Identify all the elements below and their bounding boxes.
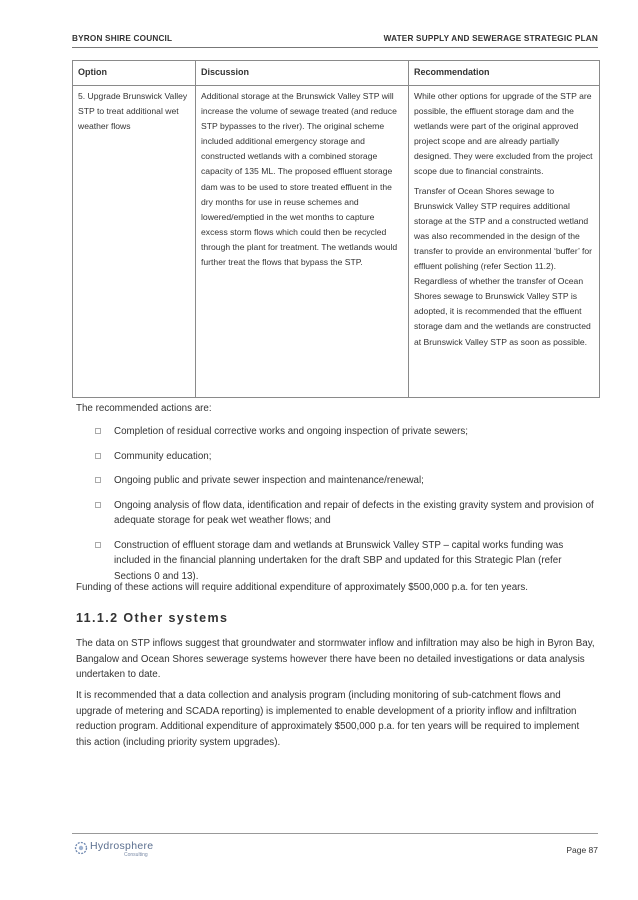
bullet-icon (95, 542, 101, 548)
option-cell: 5. Upgrade Brunswick Valley STP to treat additional wet weather flows (73, 86, 196, 398)
list-item (76, 473, 596, 489)
section-paragraph-1 (76, 636, 596, 683)
header-organization: BYRON SHIRE COUNCIL (72, 34, 173, 43)
list-item (76, 449, 596, 465)
footer-divider (72, 833, 598, 834)
list-item-text: Completion of residual corrective works and ongoing inspection of private sewers; (114, 426, 468, 437)
funding-text: Funding of these actions will require additional expenditure of approximately $500,000 p.a. for ten years. (76, 582, 529, 593)
section-paragraph-2 (76, 688, 596, 750)
discussion-cell: Additional storage at the Brunswick Valley STP will increase the volume of sewage treated (and reduce STP bypasses to the river). The original scheme included additional emergency storage and constructed wetlands with a combined storage capacity of 135 ML. The proposed effluent storage dam was to be used to store treated effluent in the dry months for use in reuse schemes and lowered/emptied in the wet months to capture excess storm flows which could then be recycled through the plant for treatment. The wetlands would further treat the flows that bypass the STP. (196, 86, 409, 398)
recommendation-cell (409, 86, 600, 398)
bullet-icon (95, 502, 101, 508)
page-number: Page 87 (566, 845, 598, 855)
table-header-row (73, 61, 600, 86)
list-item (76, 498, 596, 529)
actions-list (76, 424, 596, 593)
bullet-icon (95, 453, 101, 459)
bullet-icon (95, 477, 101, 483)
list-item-text: Construction of effluent storage dam and wetlands at Brunswick Valley STP – capital works funding was included in the financial planning undertaken for the draft SBP and updated for this Strategic Plan (refer Sections 0 and 13). (114, 539, 564, 582)
logo-subtitle: Consulting (124, 852, 148, 858)
column-header-discussion: Discussion (196, 61, 409, 86)
paragraph-text: The data on STP inflows suggest that groundwater and stormwater inflow and infiltration may also be high in Byron Bay, Bangalow and Ocean Shores sewerage systems however there have been no detailed investigations or data analysis undertaken to date. (76, 638, 595, 680)
list-item-text: Community education; (114, 450, 212, 462)
funding-paragraph (76, 580, 596, 596)
actions-intro (76, 401, 596, 417)
section-heading: 11.1.2 Other systems (76, 611, 229, 625)
hydrosphere-logo (74, 840, 153, 858)
recommendation-paragraph: Transfer of Ocean Shores sewage to Brunswick Valley STP requires additional storage at the STP and a constructed wetland was also recommended in the design of the transfer to provide an environmental ‘buffer’ for effluent polishing (refer Section 11.2). Regardless of whether the transfer of Ocean Shores sewage to Brunswick Valley STP is adopted, it is recommended that the effluent storage dam and the wetlands are constructed at Brunswick Valley STP as soon as possible. (414, 185, 593, 347)
globe-icon (74, 841, 88, 855)
page-header (72, 34, 598, 48)
paragraph-text: It is recommended that a data collection and analysis program (including monitoring of sub-catchment flows and upgrade of metering and SCADA reporting) is implemented to enable development of a priority inflow and infiltration reduction program. Additional expenditure of approximately $500,000 p.a. for ten years will be required to implement this action (including priority system upgrades). (76, 690, 580, 748)
bullet-icon (95, 428, 101, 434)
table-row (73, 86, 600, 398)
list-item-text: Ongoing analysis of flow data, identification and repair of defects in the existing gravity system and provision of adequate storage for peak wet weather flows; and (114, 499, 594, 526)
recommendation-paragraph: While other options for upgrade of the STP are possible, the effluent storage dam and the wetlands were part of the original approved project scope and are already partially designed. They were excluded from the project scope due to financial constraints. (414, 91, 593, 177)
column-header-recommendation: Recommendation (409, 61, 600, 86)
logo-name: Hydrosphere (90, 840, 154, 852)
list-item-text: Ongoing public and private sewer inspection and maintenance/renewal; (114, 475, 424, 486)
header-document-title: WATER SUPPLY AND SEWERAGE STRATEGIC PLAN (383, 34, 598, 43)
options-table (72, 60, 600, 398)
actions-intro-text: The recommended actions are: (76, 403, 212, 414)
list-item (76, 538, 596, 585)
list-item (76, 424, 596, 440)
column-header-option: Option (73, 61, 196, 86)
